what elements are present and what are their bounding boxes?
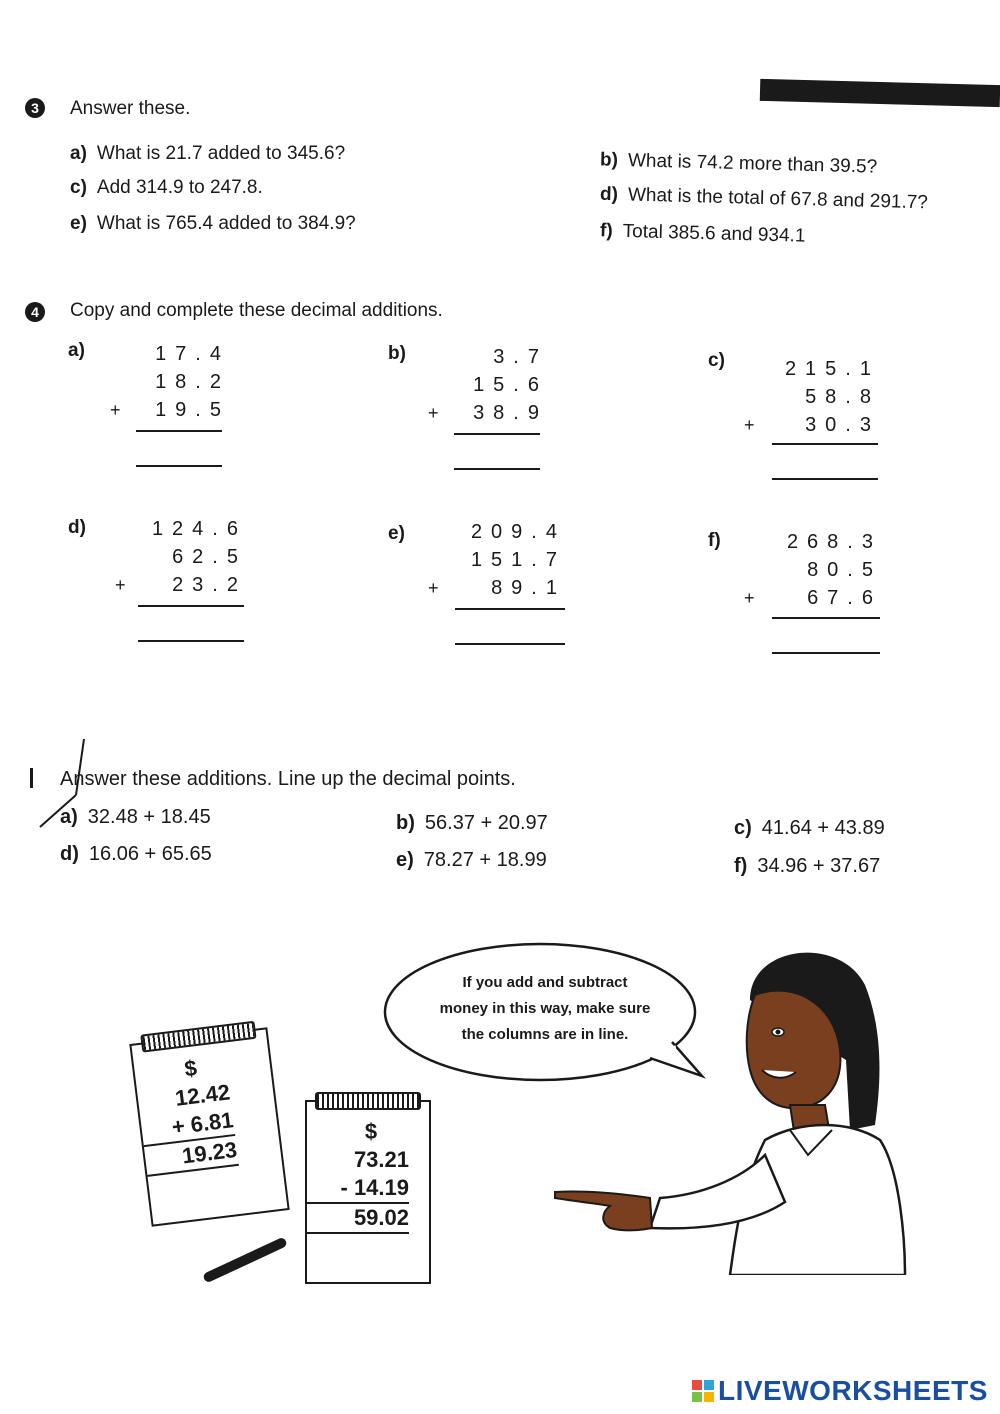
- s5-question-d: d) 16.06 + 65.65: [60, 843, 212, 865]
- notepad-spiral: [140, 1021, 256, 1053]
- liveworksheets-logo: [692, 1375, 988, 1407]
- section-3-title: Answer these.: [70, 98, 191, 119]
- s5-question-b: b) 56.37 + 20.97: [396, 812, 548, 834]
- notepad-spiral: [315, 1092, 421, 1110]
- s4-problem-e-label: e): [388, 523, 405, 544]
- addend-row: 15.6: [473, 374, 548, 396]
- sum-line: [772, 443, 878, 445]
- teacher-illustration: [550, 940, 930, 1275]
- addend-row: 215.1: [784, 358, 880, 380]
- addend-row: 18.2: [155, 371, 230, 393]
- section-3-number-badge: 3: [25, 98, 45, 118]
- pad-result: 19.23: [144, 1136, 239, 1177]
- notepad-addition: [129, 1027, 289, 1227]
- plus-sign: +: [110, 400, 121, 420]
- s4-problem-b-sum: [428, 343, 548, 427]
- s3-question-f: f) Total 385.6 and 934.1: [599, 220, 806, 247]
- answer-line: [772, 478, 878, 480]
- answer-line: [454, 468, 540, 470]
- s4-problem-d-sum: [115, 515, 247, 599]
- currency-symbol: $: [183, 1055, 199, 1082]
- sum-line: [454, 433, 540, 435]
- sum-line: [138, 605, 244, 607]
- sum-line: [455, 608, 565, 610]
- logo-mark-icon: [692, 1380, 714, 1402]
- top-border-band: [760, 79, 1000, 107]
- s4-problem-c-sum: [744, 355, 880, 439]
- s4-problem-e-sum: [428, 518, 566, 602]
- section-4-number-badge: 4: [25, 302, 45, 322]
- sum-line: [772, 617, 880, 619]
- s4-problem-a-sum: [110, 340, 230, 424]
- section-5-number-fragment: [30, 768, 33, 788]
- plus-sign: +: [428, 578, 439, 598]
- answer-line: [136, 465, 222, 467]
- pad-top-number: 73.21: [353, 1147, 409, 1172]
- pad-operand: - 14.19: [307, 1174, 409, 1204]
- s4-problem-f-label: f): [708, 530, 721, 551]
- sum-line: [136, 430, 222, 432]
- s5-question-a: a) 32.48 + 18.45: [60, 806, 211, 828]
- addend-row: 38.9: [473, 402, 548, 424]
- addend-row: 17.4: [155, 343, 230, 365]
- addend-row: 58.8: [805, 386, 880, 408]
- s4-problem-c-label: c): [708, 350, 725, 371]
- pad-result: 59.02: [307, 1204, 409, 1234]
- addend-row: 80.5: [807, 559, 882, 581]
- s3-question-c: c) Add 314.9 to 247.8.: [70, 177, 263, 198]
- s4-problem-f-sum: [744, 528, 882, 612]
- s3-question-e: e) What is 765.4 added to 384.9?: [70, 213, 356, 234]
- s4-problem-d-label: d): [68, 517, 86, 538]
- logo-text: LIVEWORKSHEETS: [718, 1375, 988, 1406]
- plus-sign: +: [744, 588, 755, 608]
- addend-row: 151.7: [470, 549, 566, 571]
- s5-question-e: e) 78.27 + 18.99: [396, 849, 547, 871]
- notepad-subtraction: [305, 1100, 431, 1284]
- s5-question-f: f) 34.96 + 37.67: [734, 855, 881, 877]
- answer-line: [138, 640, 244, 642]
- plus-sign: +: [744, 415, 755, 435]
- addend-row: 62.5: [172, 546, 247, 568]
- s3-question-d: d) What is the total of 67.8 and 291.7?: [599, 183, 929, 214]
- pad-operand: + 6.81: [140, 1106, 235, 1147]
- pad-top-number: 12.42: [173, 1079, 232, 1111]
- pencil-icon: [202, 1236, 288, 1283]
- addend-row: 23.2: [172, 574, 247, 596]
- answer-line: [772, 652, 880, 654]
- addend-row: 67.6: [807, 587, 882, 609]
- s4-problem-a-label: a): [68, 340, 85, 361]
- plus-sign: +: [115, 575, 126, 595]
- s3-question-a: a) What is 21.7 added to 345.6?: [70, 143, 346, 164]
- answer-line: [455, 643, 565, 645]
- addend-row: 30.3: [805, 414, 880, 436]
- plus-sign: +: [428, 403, 439, 423]
- addend-row: 268.3: [786, 531, 882, 553]
- s3-question-b: b) What is 74.2 more than 39.5?: [599, 149, 878, 178]
- addend-row: 19.5: [155, 399, 230, 421]
- addend-row: 209.4: [470, 521, 566, 543]
- addend-row: 89.1: [491, 577, 566, 599]
- addend-row: 3.7: [493, 346, 548, 368]
- section-5-title: Answer these additions. Line up the decimal points.: [60, 768, 516, 790]
- currency-symbol: $: [364, 1119, 378, 1144]
- speech-bubble-text: If you add and subtract money in this way, make sure the columns are in line.: [439, 974, 651, 1043]
- s4-problem-b-label: b): [388, 343, 406, 364]
- section-4-title: Copy and complete these decimal additions.: [70, 300, 443, 321]
- s5-question-c: c) 41.64 + 43.89: [734, 817, 885, 839]
- addend-row: 124.6: [151, 518, 247, 540]
